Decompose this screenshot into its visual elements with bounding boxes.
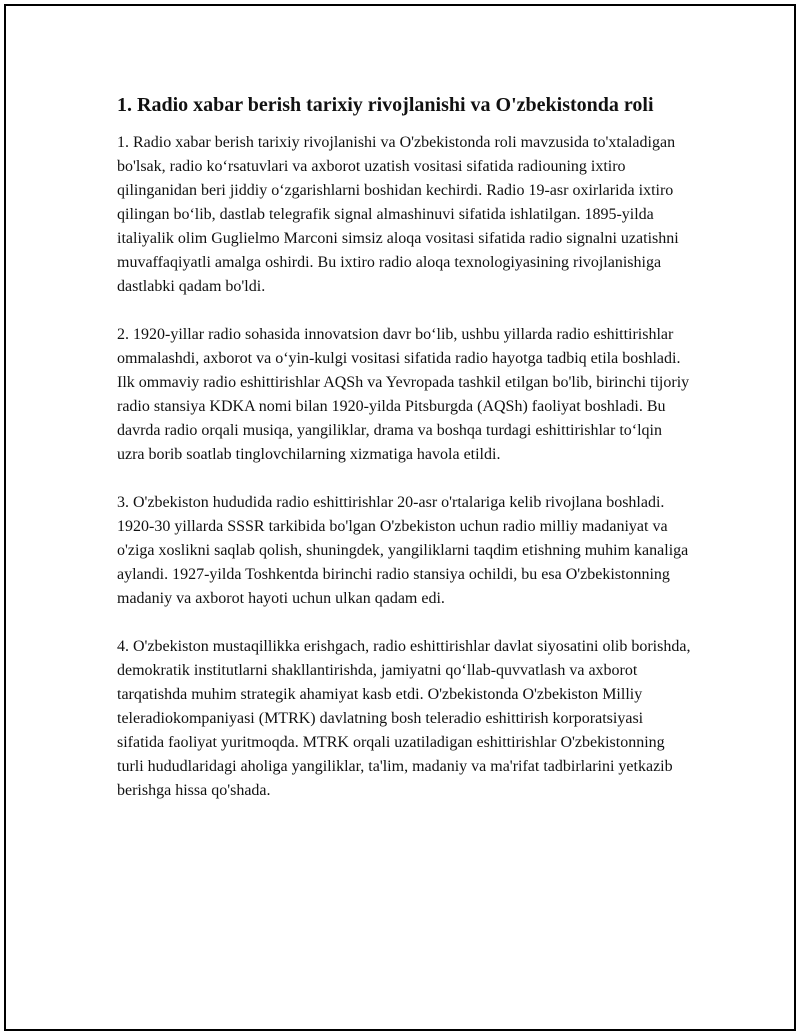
paragraph-2: 2. 1920-yillar radio sohasida innovatsion davr bo‘lib, ushbu yillarda radio eshittirishlar ommalashdi, axborot va o‘yin-kulgi vositasi sifatida radio hayotga tadbiq etila boshladi. Ilk ommaviy radio eshittirishlar AQSh va Yevropada tashkil etilgan bo'lib, birinchi tijoriy radio stansiya KDKA nomi bilan 1920-yilda Pitsburgda (AQSh) faoliyat boshladi. Bu davrda radio orqali musiqa, yangiliklar, drama va boshqa turdagi eshittirishlar to‘lqin uzra borib soatlab tinglovchilarning xizmatiga havola etildi. — [117, 326, 690, 463]
document-body — [117, 92, 692, 827]
paragraph-3: 3. O'zbekiston hududida radio eshittirishlar 20-asr o'rtalariga kelib rivojlana boshladi. 1920-30 yillarda SSSR tarkibida bo'lgan O'zbekiston uchun radio milliy madaniyat va o'ziga xoslikni saqlab qolish, shuningdek, yangiliklarni taqdim etishning muhim kanaliga aylandi. 1927-yilda Toshkentda birinchi radio stansiya ochildi, bu esa O'zbekistonning madaniy va axborot hayoti uchun ulkan qadam edi. — [117, 494, 689, 607]
document-title: 1. Radio xabar berish tarixiy rivojlanishi va O'zbekistonda roli — [117, 94, 654, 116]
paragraph-1: 1. Radio xabar berish tarixiy rivojlanishi va O'zbekistonda roli mavzusida to'xtaladigan bo'lsak, radio ko‘rsatuvlari va axborot uzatish vositasi sifatida radiouning ixtiro qilinganidan beri jiddiy o‘zgarishlarni boshidan kechirdi. Radio 19-asr oxirlarida ixtiro qilingan bo‘lib, dastlab telegrafik signal almashinuvi sifatida ishlatilgan. 1895-yilda italiyalik olim Guglielmo Marconi simsiz aloqa vositasi sifatida radio signalni uzatishni muvaffaqiyatli amalga oshirdi. Bu ixtiro radio aloqa texnologiyasining rivojlanishiga dastlabki qadam bo'ldi. — [117, 134, 679, 295]
paragraph-4: 4. O'zbekiston mustaqillikka erishgach, radio eshittirishlar davlat siyosatini olib borishda, demokratik institutlarni shakllantirishda, jamiyatni qo‘llab-quvvatlash va axborot tarqatishda muhim strategik ahamiyat kasb etdi. O'zbekistonda O'zbekiston Milliy teleradiokompaniyasi (MTRK) davlatning bosh teleradio eshittirish korporatsiyasi sifatida faoliyat yuritmoqda. MTRK orqali uzatiladigan eshittirishlar O'zbekistonning turli hududlaridagi aholiga yangiliklar, ta'lim, madaniy va ma'rifat tadbirlarini yetkazib berishga hissa qo'shada. — [117, 638, 691, 799]
